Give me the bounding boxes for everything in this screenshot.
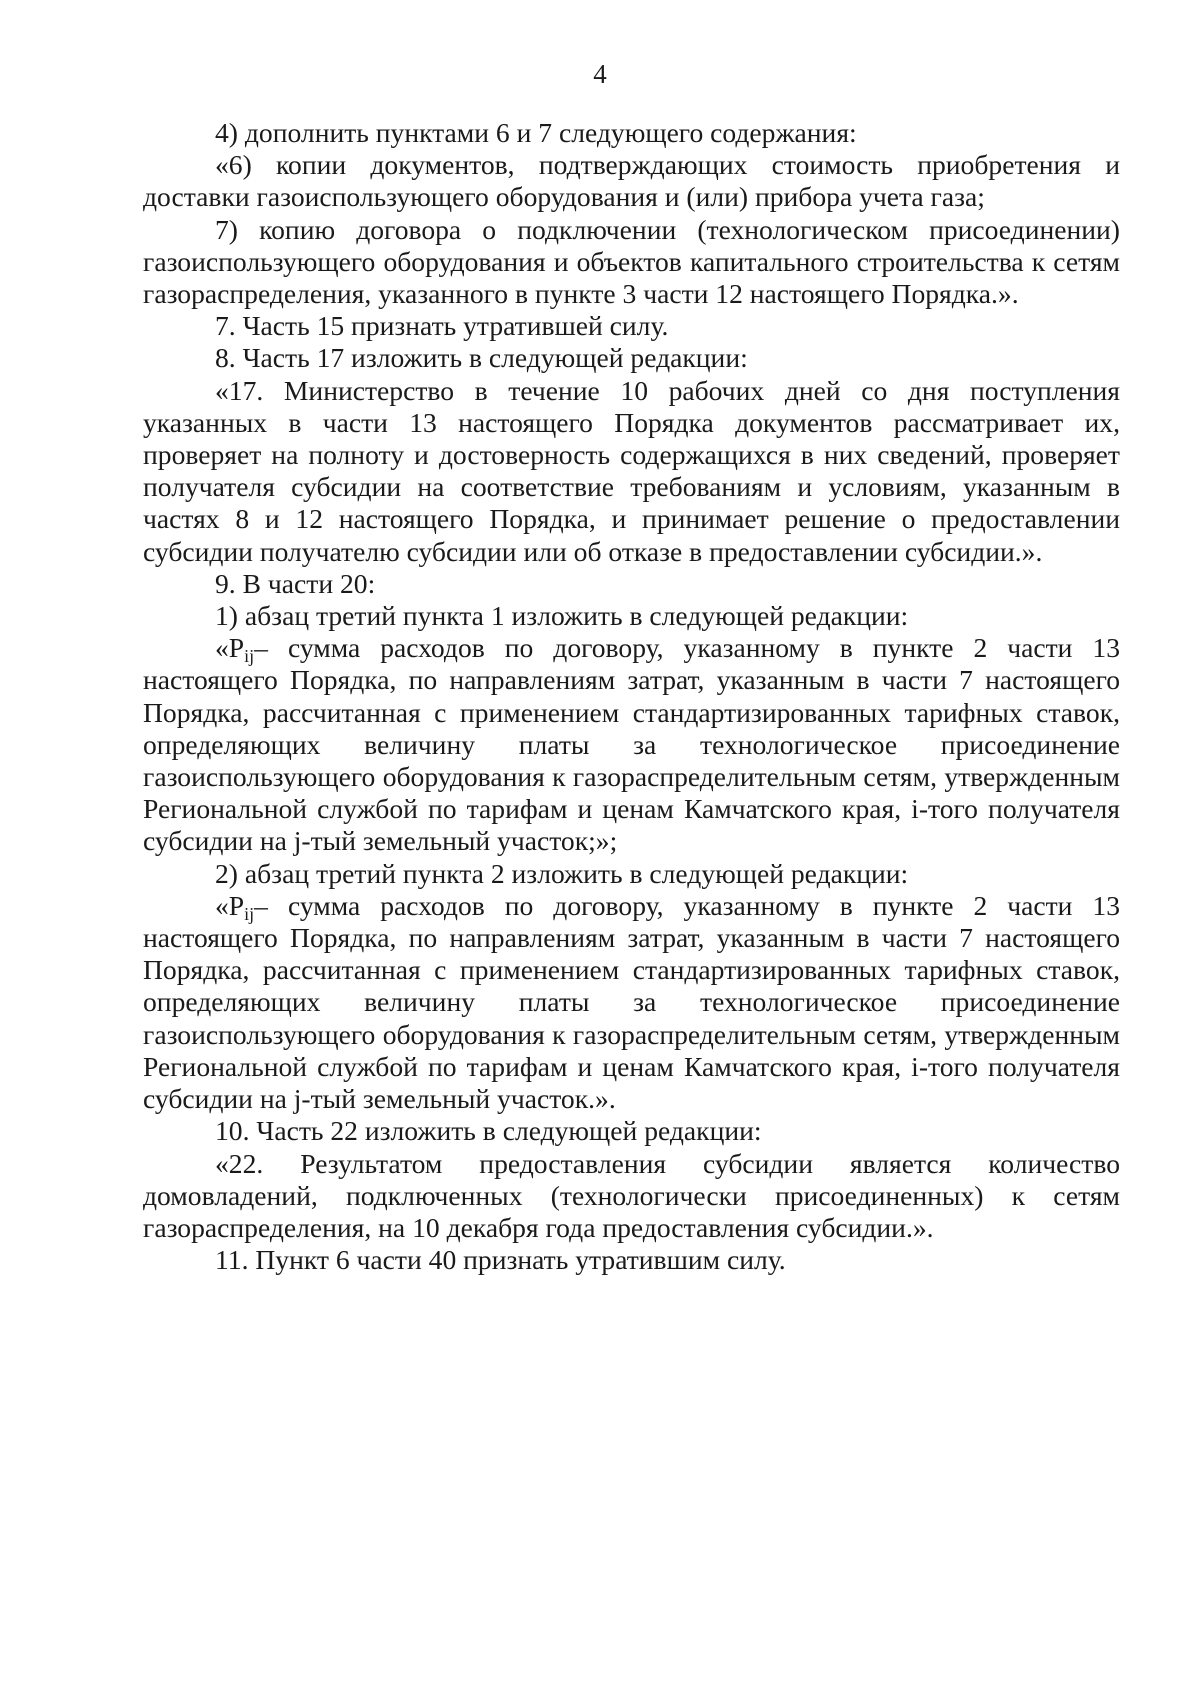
open-quote: « <box>215 889 229 921</box>
formula-symbol: P <box>228 889 245 921</box>
paragraph-part-17-heading: 8. Часть 17 изложить в следующей редакции: <box>215 342 748 374</box>
paragraph-part-40: 11. Пункт 6 части 40 признать утратившим силу. <box>215 1244 786 1276</box>
formula-subscript: ij <box>244 646 255 667</box>
paragraph-item-4: 4) дополнить пунктами 6 и 7 следующего содержания: <box>215 117 857 148</box>
paragraph-formula-definition-2 <box>143 890 1120 1115</box>
formula-definition-text: – сумма расходов по договору, указанному в пункте 2 части 13 настоящего Порядка, по направлениям затрат, указанным в части 7 настоящего Порядка, рассчитанная с применением стандартизированных тарифных ставок, определяющих величину платы за технологическое присоединение газоиспользующего оборудования к газораспределительным сетям, утвержденным Региональной службой по тарифам и ценам Камчатского края, i-того получателя субсидии на j-тый земельный участок;»; <box>143 632 1120 857</box>
open-quote: « <box>215 632 229 664</box>
formula-subscript: ij <box>244 903 255 924</box>
paragraph-part-20-item-1: 1) абзац третий пункта 1 изложить в следующей редакции: <box>215 600 909 632</box>
paragraph-part-15: 7. Часть 15 признать утратившей силу. <box>215 310 669 342</box>
paragraph-part-20-heading: 9. В части 20: <box>215 567 376 599</box>
paragraph-formula-definition-1 <box>143 632 1120 857</box>
page-number: 4 <box>593 59 607 89</box>
paragraph-item-6-copies: «6) копии документов, подтверждающих стоимость приобретения и доставки газоиспользующего оборудования и (или) прибора учета газа; <box>143 149 1120 213</box>
paragraph-part-22-heading: 10. Часть 22 изложить в следующей редакции: <box>215 1115 762 1147</box>
paragraph-item-7-contract: 7) копию договора о подключении (технологическом присоединении) газоиспользующего оборудования и объектов капитального строительства к сетям газораспределения, указанного в пункте 3 части 12 настоящего Порядка.». <box>143 213 1120 310</box>
formula-definition-text: – сумма расходов по договору, указанному в пункте 2 части 13 настоящего Порядка, по направлениям затрат, указанным в части 7 настоящего Порядка, рассчитанная с применением стандартизированных тарифных ставок, определяющих величину платы за технологическое присоединение газоиспользующего оборудования к газораспределительным сетям, утвержденным Региональной службой по тарифам и ценам Камчатского края, i-того получателя субсидии на j-тый земельный участок.». <box>143 889 1120 1115</box>
paragraph-part-17-text: «17. Министерство в течение 10 рабочих дней со дня поступления указанных в части 13 настоящего Порядка документов рассматривает их, проверяет на полноту и достоверность содержащихся в них сведений, проверяет получателя субсидии на соответствие требованиям и условиям, указанным в частях 8 и 12 настоящего Порядка, и принимает решение о предоставлении субсидии получателю субсидии или об отказе в предоставлении субсидии.». <box>143 374 1120 567</box>
formula-symbol: P <box>228 632 245 664</box>
paragraph-part-22-text: «22. Результатом предоставления субсидии является количество домовладений, подключенных (технологически присоединенных) к сетям газораспределения, на 10 декабря года предоставления субсидии.». <box>143 1147 1120 1243</box>
paragraph-part-20-item-2: 2) абзац третий пункта 2 изложить в следующей редакции: <box>215 857 909 889</box>
document-body <box>143 117 1120 1276</box>
